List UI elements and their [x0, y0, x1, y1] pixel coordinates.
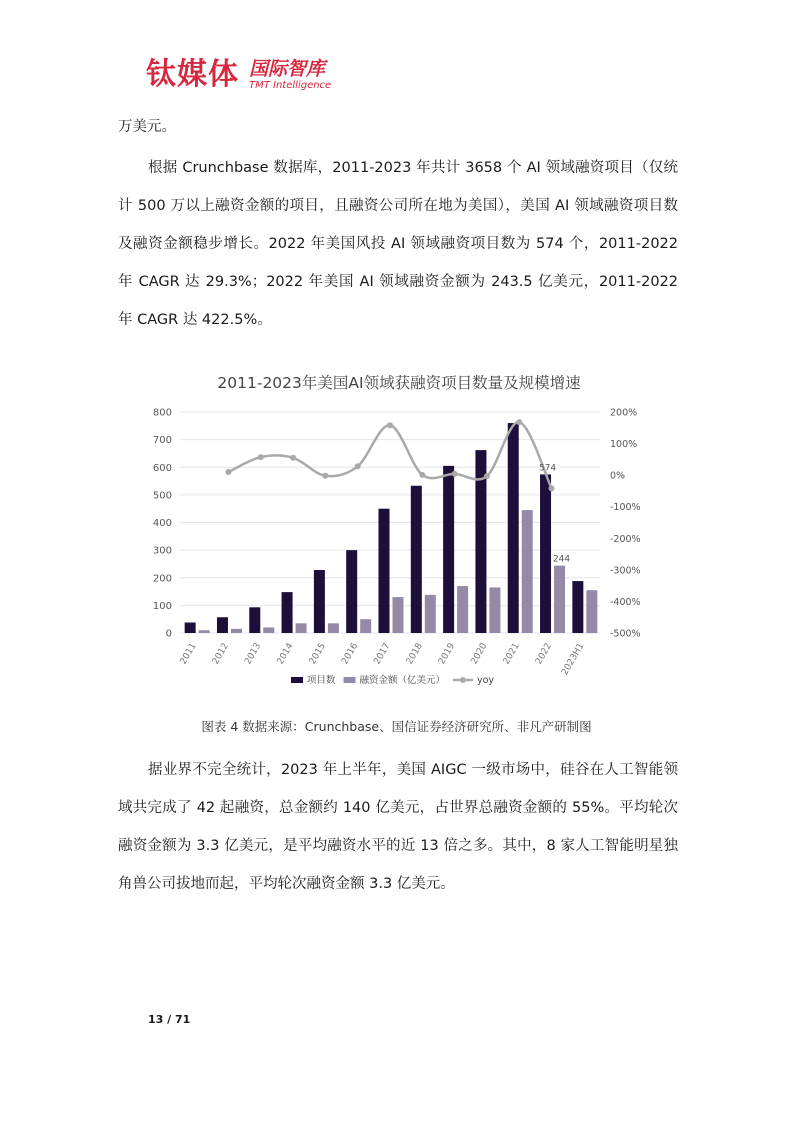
y-right-tick-label: 0%: [610, 470, 626, 482]
yoy-point: [419, 472, 425, 478]
data-label: 244: [552, 554, 571, 565]
y-left-tick-label: 700: [152, 435, 172, 447]
yoy-point: [225, 469, 231, 475]
chart-title: 2011-2023年美国AI领域获融资项目数量及规模增速: [217, 374, 581, 392]
x-tick-label: 2013: [243, 641, 264, 667]
yoy-point: [258, 454, 264, 460]
bar-projects: [443, 466, 454, 633]
bar-amount: [554, 566, 565, 633]
x-tick-label: 2018: [404, 641, 425, 667]
yoy-line: [228, 422, 551, 488]
bar-projects: [346, 550, 357, 633]
y-left-tick-label: 600: [152, 462, 172, 474]
bar-projects: [508, 423, 519, 633]
y-right-tick-label: -300%: [610, 565, 641, 577]
legend-label: 融资金额（亿美元）: [359, 675, 446, 686]
funding-chart: [145, 362, 653, 696]
legend-swatch: [344, 677, 356, 683]
logo-main-text: 钛媒体: [146, 57, 239, 92]
y-left-tick-label: 100: [152, 600, 172, 612]
y-right-tick-label: -200%: [610, 533, 641, 545]
bar-projects: [314, 570, 325, 633]
y-left-tick-label: 800: [152, 407, 172, 419]
y-right-tick-label: 100%: [610, 439, 638, 451]
logo-sub-zh: 国际智库: [249, 58, 326, 80]
data-label: 574: [538, 463, 557, 474]
bar-projects: [282, 592, 293, 633]
x-tick-label: 2015: [307, 641, 328, 667]
bar-projects: [540, 474, 551, 633]
logo-sub: [249, 58, 331, 92]
x-tick-label: 2014: [275, 641, 296, 667]
legend-label: 项目数: [307, 675, 336, 686]
y-right-tick-label: -400%: [610, 596, 641, 608]
brand-logo: [146, 58, 331, 92]
bar-amount: [263, 627, 274, 633]
paragraph-aigc: 据业界不完全统计，2023 年上半年，美国 AIGC 一级市场中，硅谷在人工智能领域共完成了 42 起融资，总金额约 140 亿美元，占世界总融资金额的 55%。平均轮次融资金额为 3.3 亿美元，是平均融资水平的近 13 倍之多。其中，8 家人工智能明星独角兽公司拔地而起，平均轮次融资金额 3.3 亿美元。: [118, 762, 678, 892]
y-left-tick-label: 0: [165, 628, 172, 640]
yoy-point: [549, 485, 555, 491]
bar-amount: [393, 597, 404, 633]
x-tick-label: 2011: [178, 641, 199, 667]
bar-projects: [411, 486, 422, 633]
y-left-tick-label: 400: [152, 518, 172, 529]
x-tick-label: 2012: [210, 641, 232, 667]
yoy-point: [290, 455, 296, 461]
bar-amount: [360, 619, 371, 633]
x-tick-label: 2023H1: [560, 641, 587, 678]
paragraph-continued: 万美元。: [118, 119, 176, 135]
bar-amount: [489, 587, 500, 633]
y-right-tick-label: 200%: [610, 407, 638, 419]
y-right-tick-label: -100%: [610, 502, 641, 514]
yoy-point: [516, 419, 522, 425]
bar-projects: [379, 509, 390, 633]
bar-projects: [572, 581, 583, 633]
logo-sub-en: TMT Intelligence: [249, 80, 332, 91]
bar-amount: [328, 623, 339, 633]
yoy-point: [484, 473, 490, 479]
x-tick-label: 2019: [437, 641, 458, 667]
bar-projects: [249, 607, 260, 633]
x-tick-label: 2022: [534, 641, 555, 667]
page-number: 13 / 71: [148, 1013, 191, 1026]
y-right-tick-label: -500%: [610, 628, 641, 640]
x-tick-label: 2021: [501, 641, 522, 667]
yoy-point: [452, 471, 458, 477]
x-tick-label: 2016: [340, 641, 361, 667]
figure-caption: 图表 4 数据来源：Crunchbase、国信证券经济研究所、非凡产研制图: [201, 719, 592, 734]
y-left-tick-label: 200: [152, 573, 172, 585]
bar-amount: [522, 510, 533, 633]
y-left-tick-label: 300: [152, 545, 172, 557]
y-left-tick-label: 500: [152, 490, 172, 502]
legend-swatch: [291, 677, 303, 683]
yoy-point: [387, 422, 393, 428]
bar-projects: [185, 623, 196, 633]
legend-swatch-point: [460, 677, 466, 683]
yoy-point: [322, 473, 328, 479]
x-tick-label: 2017: [372, 641, 393, 667]
bar-amount: [296, 623, 307, 633]
bar-amount: [199, 630, 210, 633]
bar-amount: [231, 629, 242, 633]
bar-projects: [217, 617, 228, 633]
legend-label: yoy: [477, 675, 495, 686]
bar-amount: [457, 586, 468, 633]
x-tick-label: 2020: [469, 641, 490, 667]
bar-amount: [425, 595, 436, 633]
yoy-point: [355, 463, 361, 469]
bar-amount: [586, 590, 597, 633]
paragraph-crunchbase: 根据 Crunchbase 数据库，2011-2023 年共计 3658 个 AI 领域融资项目（仅统计 500 万以上融资金额的项目，且融资公司所在地为美国），美国 AI 领域融资项目数及融资金额稳步增长。2022 年美国风投 AI 领域融资项目数为 574 个，2011-2022 年 CAGR 达 29.3%；2022 年美国 AI 领域融资金额为 243.5 亿美元，2011-2022 年 CAGR 达 422.5%。: [118, 160, 678, 328]
